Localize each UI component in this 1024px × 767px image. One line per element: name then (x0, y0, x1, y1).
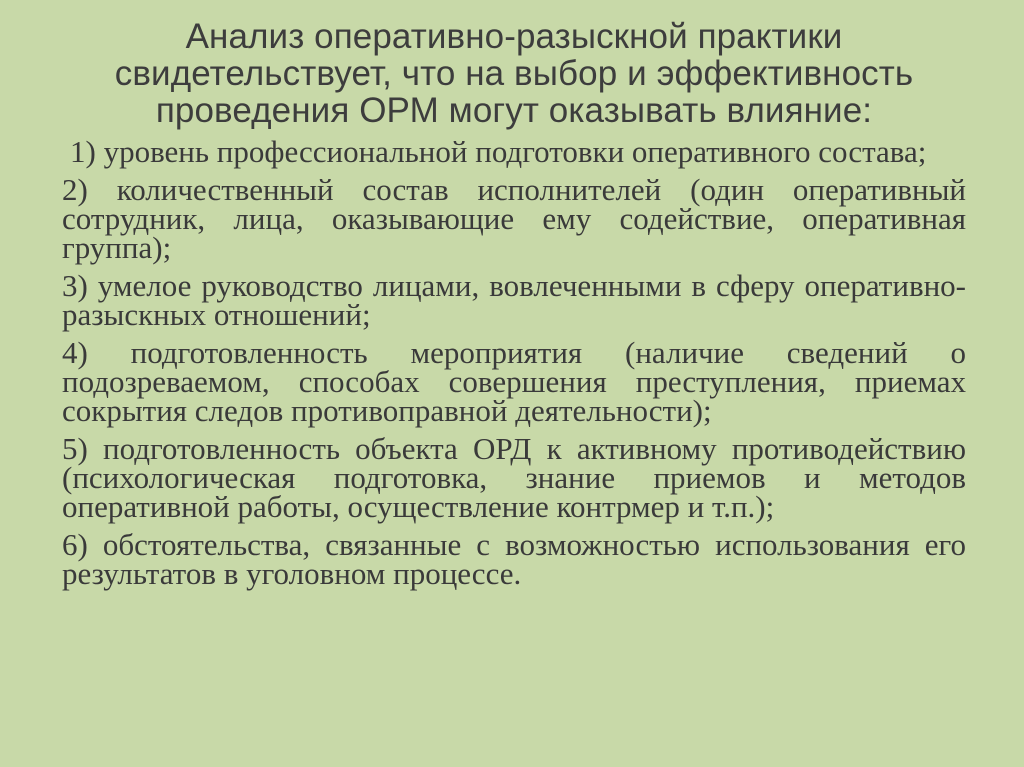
title-line-2: свидетельствует, что на выбор и эффективность (114, 54, 914, 93)
title-line-3: проведения ОРМ могут оказывать влияние: (155, 91, 873, 130)
list-item: 1) уровень профессиональной подготовки оперативного состава; (70, 134, 927, 169)
list-item: 4) подготовленность мероприятия (наличие сведений о подозреваемом, способах совершения преступления, приемах сокрытия следов противоправной деятельности); (62, 335, 966, 428)
list-item: 3) умелое руководство лицами, вовлеченными в сферу оперативно-разыскных отношений; (62, 268, 966, 332)
title-line-1: Анализ оперативно-разыскной практики (185, 17, 843, 56)
list-item: 6) обстоятельства, связанные с возможностью использования его результатов в уголовном процессе. (62, 527, 966, 591)
list-item: 2) количественный состав исполнителей (один оперативный сотрудник, лица, оказывающие ему содействие, оперативная группа); (62, 172, 966, 265)
factor-list (62, 134, 966, 591)
slide-title (62, 18, 966, 129)
list-item: 5) подготовленность объекта ОРД к активному противодействию (психологическая подготовка, знание приемов и методов оперативной работы, осуществление контрмер и т.п.); (62, 431, 966, 524)
